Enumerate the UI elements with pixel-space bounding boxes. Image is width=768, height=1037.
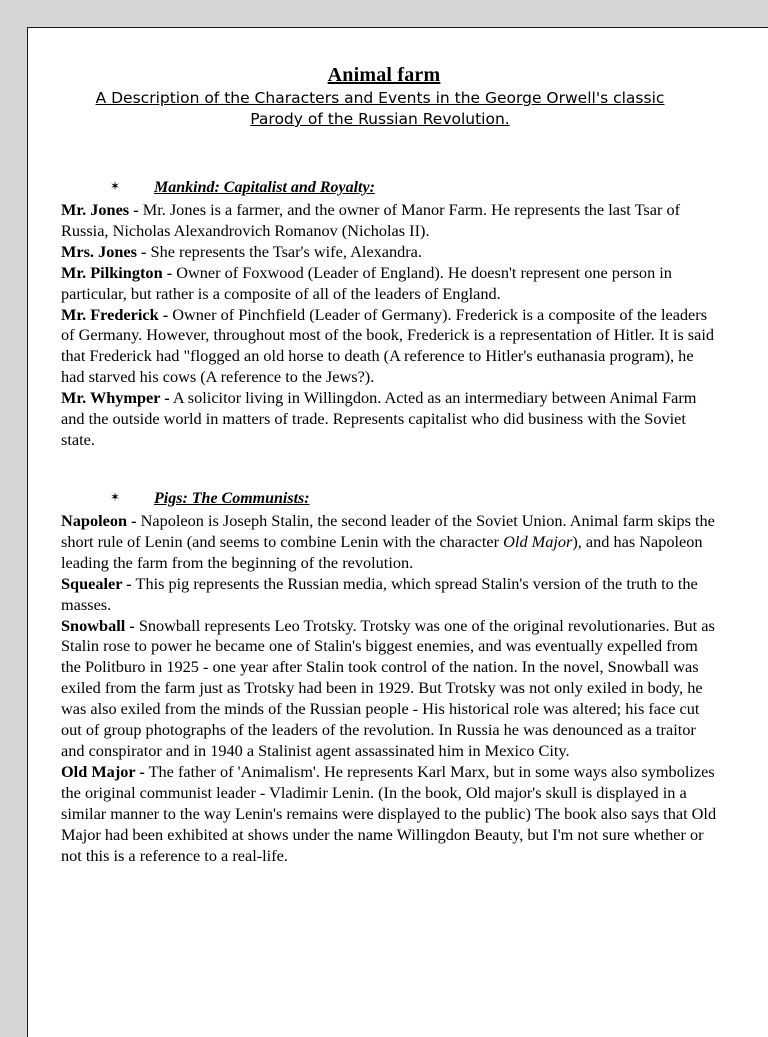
character-entry [61, 200, 721, 242]
character-description: This pig represents the Russian media, which spread Stalin's version of the truth to the masses. [61, 573, 698, 614]
character-entry [61, 242, 721, 263]
character-entry [61, 388, 721, 451]
character-description: Owner of Pinchfield (Leader of Germany). Frederick is a composite of the leaders of Germany. However, throughout most of the book, Frederick is a representation of Hitler. It is said that Frederick had "flogged an old horse to death (A reference to Hitler's euthanasia program), he had starved his cows (A reference to the Jews?). [61, 304, 714, 387]
character-entry [61, 616, 721, 762]
character-description: The father of 'Animalism'. He represents Karl Marx, but in some ways also symbolizes the original communist leader - Vladimir Lenin. (In the book, Old major's skull is displayed in a similar manner to the way Lenin's remains were displayed to the public) The book also says that Old Major had been exhibited at shows under the name Willingdon Beauty, but I'm not sure whether or not this is a reference to a real-life. [61, 761, 717, 865]
character-name: Squealer - [61, 573, 132, 593]
character-name: Snowball - [61, 615, 135, 635]
document-title: Animal farm [327, 64, 441, 86]
star-bullet-icon: ✶ [110, 490, 121, 504]
character-entry [61, 762, 721, 867]
section-heading-text: Pigs: The Communists: [154, 490, 310, 507]
character-name: Mr. Frederick - [61, 304, 169, 324]
character-reference: Old Major [503, 531, 573, 551]
character-name: Mr. Pilkington - [61, 262, 173, 282]
character-entry [61, 574, 721, 616]
character-description: Snowball represents Leo Trotsky. Trotsky was one of the original revolutionaries. But as Stalin rose to power he became one of Stalin's biggest enemies, and was eventually expelled from the Politburo in 1925 - one year after Stalin took control of the nation. In the novel, Snowball was exiled from the farm just as Trotsky had been in 1929. But Trotsky was not only exiled in body, he was also exiled from the minds of the Russian people - His historical role was altered; his face cut out of group photographs of the leaders of the revolution. In Russia he was denounced as a traitor and conspirator and in 1940 a Stalinist agent assassinated him in Mexico City. [61, 615, 715, 760]
character-description: Mr. Jones is a farmer, and the owner of Manor Farm. He represents the last Tsar of Russia, Nicholas Alexandrovich Romanov (Nicholas II). [61, 200, 681, 240]
character-entry [61, 263, 721, 305]
character-description: ), and has Napoleon leading the farm from the beginning of the revolution. [61, 531, 703, 572]
character-entry [61, 305, 721, 389]
character-description: A solicitor living in Willingdon. Acted as an intermediary between Animal Farm and the outside world in matters of trade. Represents capitalist who did business with the Soviet state. [61, 388, 697, 449]
character-name: Mr. Whymper - [61, 388, 170, 408]
character-entry [61, 511, 721, 574]
character-name: Mr. Jones - [61, 200, 139, 219]
section-body-pigs [61, 511, 721, 866]
character-description: She represents the Tsar's wife, Alexandra. [146, 241, 422, 261]
character-description: Napoleon is Joseph Stalin, the second leader of the Soviet Union. Animal farm skips the short rule of Lenin (and seems to combine Lenin with the character [61, 511, 715, 551]
character-name: Napoleon - [61, 511, 137, 530]
section-heading-mankind [110, 179, 375, 197]
section-body-mankind [61, 200, 721, 451]
star-bullet-icon: ✶ [110, 179, 121, 193]
section-heading-text: Mankind: Capitalist and Royalty: [154, 179, 375, 196]
character-description: Owner of Foxwood (Leader of England). He doesn't represent one person in particular, but rather is a composite of all of the leaders of England. [61, 262, 672, 303]
section-heading-pigs [110, 490, 310, 508]
document-subtitle: A Description of the Characters and Events in the George Orwell's classic Parody of the Russian Revolution. [95, 89, 665, 128]
character-name: Mrs. Jones - [61, 241, 147, 261]
character-name: Old Major - [61, 761, 145, 781]
